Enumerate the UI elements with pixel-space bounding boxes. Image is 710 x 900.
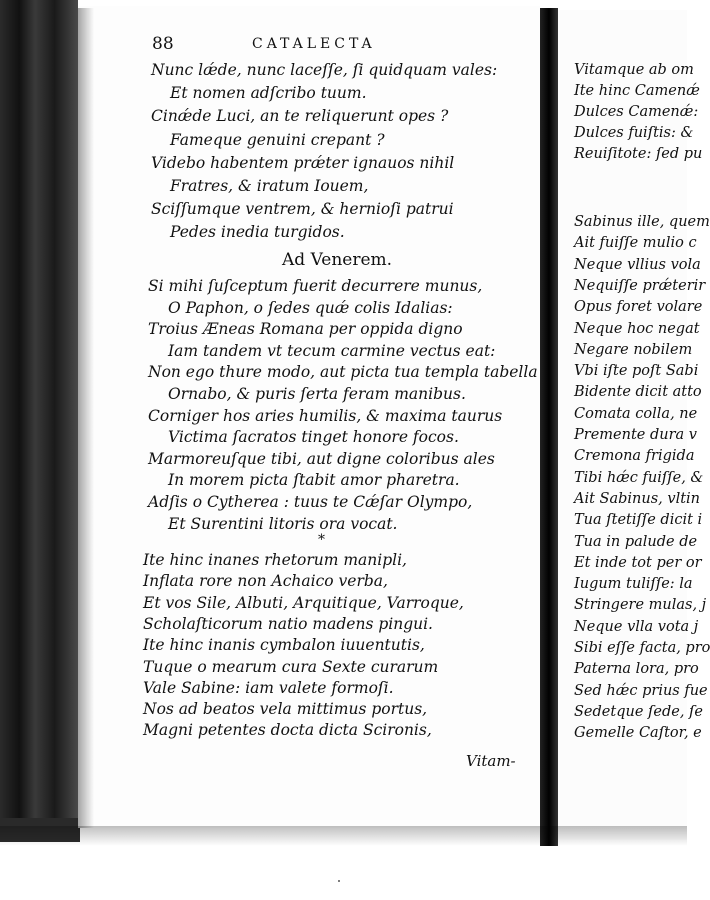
verse-line: Iam tandem vt tecum carmine vectus eat: [168,341,496,360]
verse-line: Iugum tuliſſe: la [574,576,693,593]
book-spine [540,8,558,846]
verse-line: Sibi eſſe facta, pro [574,640,710,656]
verse-line: Dulces Camenǽ: [574,104,699,120]
verse-line: Dulces fuiſtis: & [574,125,694,141]
verse-line: Bidente dicit atto [574,384,702,401]
page-number: 88 [152,34,174,54]
verse-line: Magni petentes docta dicta Scironis, [143,721,432,740]
margin-dot [338,880,340,882]
verse-line: Tua ſtetiſſe dicit i [574,512,703,529]
verse-line: Ornabo, & puris ſerta feram manibus. [168,385,466,403]
verse-line: Neque hoc negat [574,320,700,337]
verse-line: Nos ad beatos vela mittimus portus, [143,700,428,719]
verse-line: Tua in palude de [574,533,698,550]
verse-line: Scholaſticorum natio madens pingui. [143,614,433,633]
gutter-shadow [78,8,94,828]
bottom-shadow [0,826,687,846]
verse-line: Ait fuiſſe mulio c [574,235,697,252]
verse-line: Comata colla, ne [574,405,698,422]
verse-line: Vitamque ab om [574,62,694,78]
verse-line: Ite hinc inanes rhetorum manipli, [143,551,407,569]
verse-line: Et nomen adſcribo tuum. [170,84,367,103]
verse-line: Fameque genuini crepant ? [170,130,385,149]
verse-line: Premente dura v [574,427,697,443]
verse-line: Nunc lǽde, nunc laceſſe, ſi quidquam vales: [151,61,498,79]
verse-line: Negare nobilem [574,341,693,358]
verse-line: Ite hinc inanis cymbalon iuuentutis, [143,636,425,655]
verse-line: O Paphon, o ſedes quǽ colis Idalias: [168,298,453,317]
verse-line: Fratres, & iratum Iouem, [170,177,369,195]
page-header [152,34,512,56]
verse-line: Non ego thure modo, aut picta tua templa tabella [148,363,538,382]
verse-line: Corniger hos aries humilis, & maxima taurus [148,406,503,425]
right-page [558,10,710,840]
verse-line: Tibi hǽc fuiſſe, & [574,469,704,486]
verse-line: Troius Æneas Romana per oppida digno [148,320,463,339]
verse-line: Sedetque ſede, ſe [574,703,703,720]
verse-line: Nequiſſe prǽterir [574,277,706,294]
verse-line: Neque vlla vota j [574,618,699,635]
verse-line: Sed hǽc prius fue [574,682,708,699]
verse-line: Et Surentini litoris ora vocat. [168,514,398,533]
verse-line: Videbo habentem prǽter ignauos nihil [151,153,455,172]
verse-line: Opus foret volare [574,299,703,316]
verse-line: Reuiſitote: ſed pu [574,146,703,162]
verse-line: Victima ſacratos tinget honore focos. [168,428,459,447]
book-edge-left [0,0,78,838]
verse-line: Adſis o Cytherea : tuus te Cǽſar Olympo, [148,493,473,511]
verse-line: In morem picta ſtabit amor pharetra. [168,471,460,490]
poem-heading: Ad Venerem. [282,250,393,270]
verse-line: Vbi iſte poſt Sabi [574,363,699,380]
catchword: Vitam- [466,752,516,770]
verse-line: Cremona frigida [574,448,695,465]
section-separator: * [318,532,325,548]
verse-line: Sciſſumque ventrem, & hernioſi patrui [151,200,454,219]
verse-line: Ite hinc Camenǽ [574,83,700,99]
verse-line: Ait Sabinus, vltin [574,490,701,507]
verse-line: Marmoreuſque tibi, aut digne coloribus ales [148,449,495,468]
verse-line: Si mihi ſuſceptum fuerit decurrere munus, [148,277,483,295]
verse-line: Pedes inedia turgidos. [170,223,345,242]
verse-line: Et vos Sile, Albuti, Arquitique, Varroque, [143,593,464,612]
verse-line: Inflata rore non Achaico verba, [143,572,388,591]
verse-line: Gemelle Caſtor, e [574,725,702,742]
verse-line: Tuque o mearum cura Sexte curarum [143,657,439,676]
running-title: CATALECTA [252,36,376,52]
verse-line: Et inde tot per or [574,554,702,571]
verse-line: Stringere mulas, j [574,597,707,614]
verse-line: Cinǽde Luci, an te reliquerunt opes ? [151,107,449,126]
verse-line: Sabinus ille, quem [574,214,710,230]
verse-line: Paterna lora, pro [574,661,699,678]
verse-line: Neque vllius vola [574,256,701,273]
verse-line: Vale Sabine: iam valete formoſi. [143,678,394,697]
